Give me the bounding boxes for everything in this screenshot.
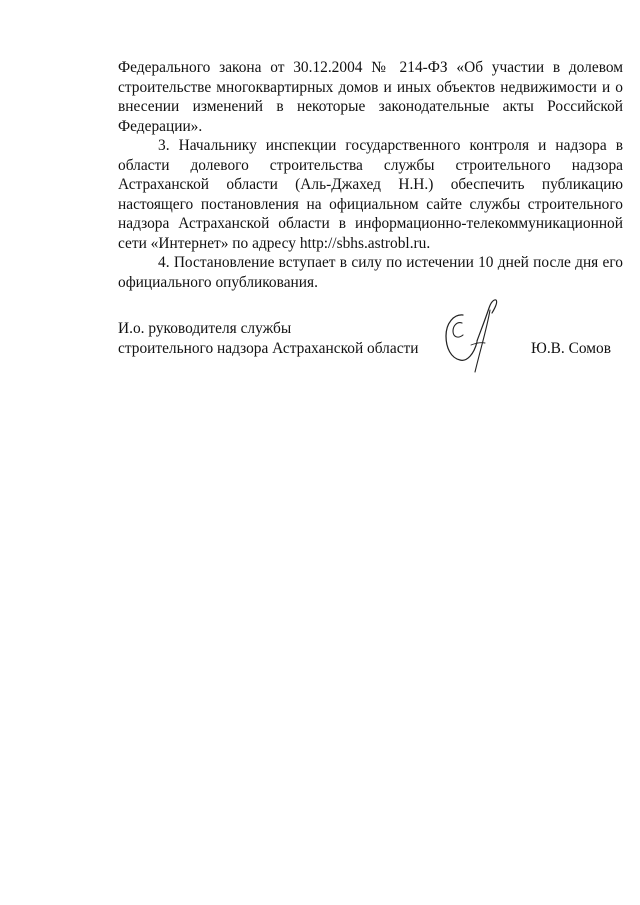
paragraph-item-4: 4. Постановление вступает в силу по истечении 10 дней после дня его официального опубликования. — [118, 254, 623, 291]
signature-block — [118, 319, 438, 359]
handwritten-signature-icon — [432, 292, 510, 374]
signatory-name: Ю.В. Сомов — [531, 340, 611, 357]
signatory-position-line-1: И.о. руководителя службы — [118, 320, 292, 337]
paragraph-continuation: Федерального закона от 30.12.2004 № 214-ФЗ «Об участии в долевом строительстве многоквартирных домов и иных объектов недвижимости и о внесении изменений в некоторые законодательные акты Российской Федерации». — [118, 59, 623, 135]
paragraph-item-3: 3. Начальнику инспекции государственного контроля и надзора в области долевого строительства службы строительного надзора Астраханской области (Аль-Джахед Н.Н.) обеспечить публикацию настоящего постановления на официальном сайте службы строительного надзора Астраханской области в информационно-телекоммуникационной сети «Интернет» по адресу http://sbhs.astrobl.ru. — [118, 137, 623, 252]
signature-svg — [432, 292, 510, 374]
signatory-position-line-2: строительного надзора Астраханской области — [118, 340, 419, 357]
document-body — [118, 58, 623, 292]
